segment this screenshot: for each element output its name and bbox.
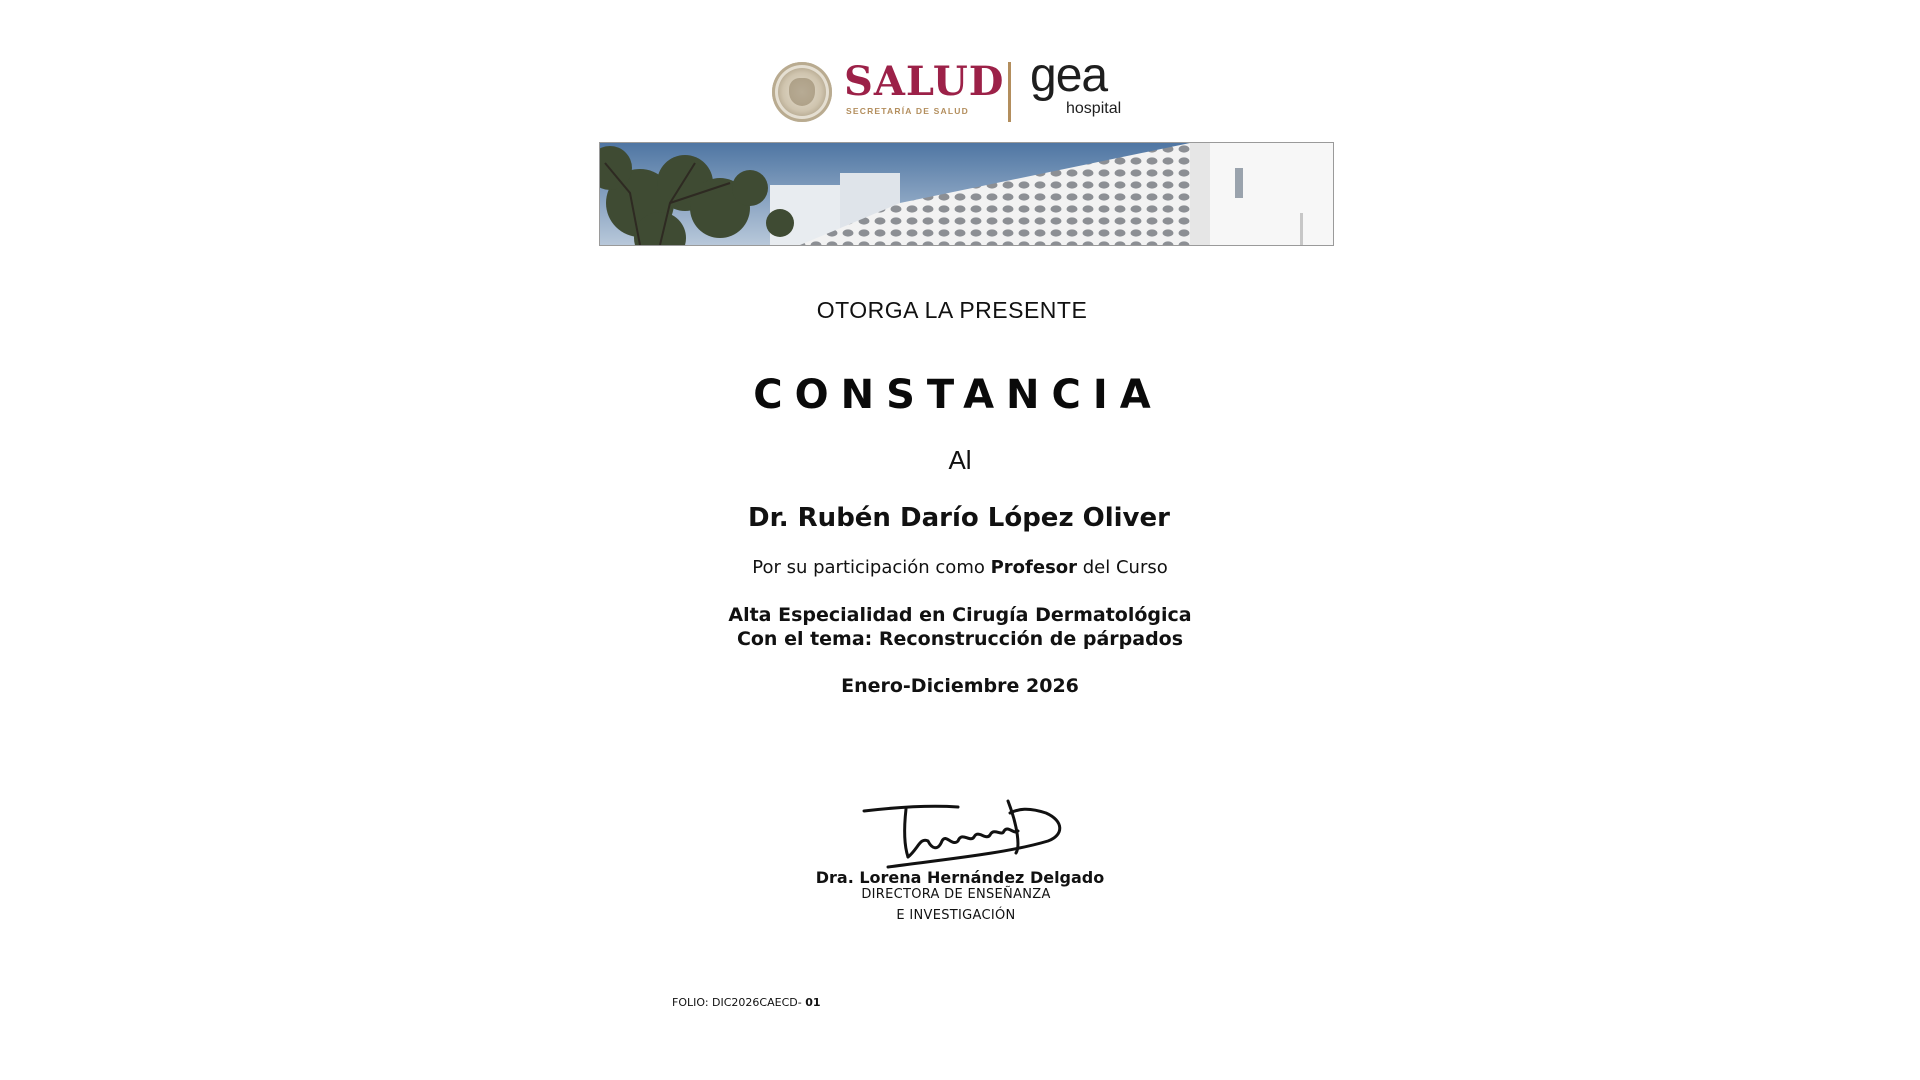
salud-logo: SALUD: [844, 58, 1005, 105]
gea-logo: gea: [1030, 49, 1108, 102]
header-logos: [772, 49, 1132, 128]
signatory-role-line1: DIRECTORA DE ENSEÑANZA: [861, 887, 1051, 902]
course-topic: Con el tema: Reconstrucción de párpados: [736, 628, 1184, 650]
signatory-name: Dra. Lorena Hernández Delgado: [815, 868, 1105, 887]
gea-logo-subtitle: hospital: [1066, 100, 1122, 117]
folio-prefix: FOLIO: DIC2026CAECD-: [672, 996, 806, 1009]
participation-role: Profesor: [990, 557, 1078, 578]
folio-number: [672, 996, 821, 1009]
signatory-role-line2: E INVESTIGACIÓN: [896, 908, 1016, 923]
hospital-building-banner: [599, 142, 1334, 246]
to-label: Al: [948, 445, 972, 475]
participation-prefix: Por su participación como: [752, 557, 991, 578]
course-period: Enero-Diciembre 2026: [841, 675, 1079, 697]
logo-divider: [1008, 62, 1011, 122]
certificate-title: CONSTANCIA: [753, 372, 1163, 418]
salud-logo-subtitle: SECRETARÍA DE SALUD: [846, 106, 969, 116]
participation-line: [0, 557, 1920, 578]
handwritten-signature: [858, 797, 1068, 873]
course-name: Alta Especialidad en Cirugía Dermatológica: [728, 604, 1192, 626]
mexico-seal-icon: [772, 62, 832, 122]
participation-suffix: del Curso: [1077, 557, 1168, 578]
recipient-name: Dr. Rubén Darío López Oliver: [748, 503, 1170, 533]
intro-text: OTORGA LA PRESENTE: [816, 297, 1088, 323]
folio-value: 01: [805, 996, 821, 1009]
